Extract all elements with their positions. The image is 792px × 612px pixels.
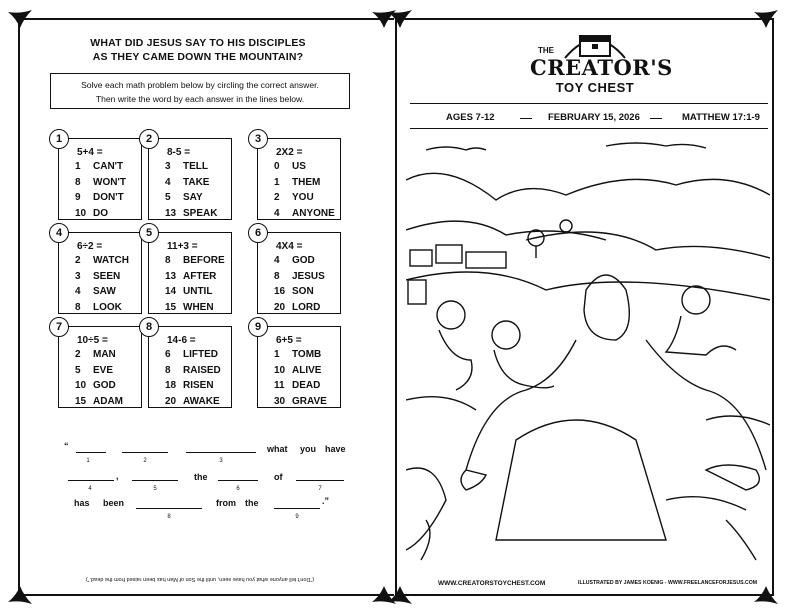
answer-option[interactable] — [165, 380, 214, 391]
answer-option[interactable] — [165, 177, 209, 188]
info-rule-top — [410, 103, 768, 104]
answer-word: SAW — [93, 286, 116, 297]
blank-number: 5 — [153, 486, 157, 492]
blank-7[interactable] — [296, 480, 344, 481]
answer-value: 1 — [75, 161, 81, 172]
answer-option[interactable] — [274, 177, 320, 188]
word-have: have — [325, 444, 346, 454]
answer-option[interactable] — [75, 365, 113, 376]
answer-word: SPEAK — [183, 207, 218, 219]
problem-number: 5 — [139, 223, 159, 243]
answer-value: 4 — [274, 207, 280, 219]
math-problem: 6÷2 = — [77, 241, 103, 252]
answer-word: WATCH — [93, 255, 129, 266]
answer-word: LORD — [292, 301, 321, 313]
problem-box-6 — [254, 227, 341, 314]
logo-the: THE — [538, 46, 554, 55]
answer-option[interactable] — [165, 349, 218, 360]
answer-word: UNTIL — [183, 286, 213, 297]
frame-left — [18, 18, 20, 596]
answer-option[interactable] — [274, 161, 306, 172]
blank-number: 4 — [88, 486, 92, 492]
answer-word: RISEN — [183, 380, 214, 391]
blank-number: 8 — [167, 514, 171, 520]
answer-option[interactable] — [75, 255, 129, 266]
answer-word: AWAKE — [183, 395, 220, 407]
answer-option[interactable] — [75, 161, 123, 172]
answer-word: ANYONE — [292, 207, 335, 219]
blank-number: 7 — [318, 486, 322, 492]
answer-option[interactable] — [75, 302, 122, 313]
answer-word: EVE — [93, 364, 114, 376]
answer-word: GOD — [93, 380, 116, 391]
answer-option[interactable] — [274, 380, 320, 391]
blank-number: 2 — [143, 458, 147, 464]
corner-flourish-icon — [6, 8, 34, 30]
answer-value: 8 — [75, 301, 81, 313]
blank-9[interactable] — [274, 508, 320, 509]
corner-flourish-icon — [752, 8, 780, 30]
corner-flourish-icon — [386, 8, 414, 30]
blank-2[interactable] — [122, 452, 168, 453]
answer-option[interactable] — [75, 349, 116, 360]
illustrator-credit: ILLUSTRATED BY JAMES KOENIG - WWW.FREELANCEFORJESUS.COM — [578, 580, 758, 586]
answer-value: 2 — [75, 349, 81, 360]
answer-word: RAISED — [183, 364, 221, 376]
answer-value: 4 — [274, 255, 280, 266]
logo-creators: CREATOR'S — [530, 55, 673, 80]
answer-value: 16 — [274, 286, 286, 297]
answer-option[interactable] — [75, 286, 116, 297]
answer-value: 20 — [274, 301, 286, 313]
answer-value: 8 — [165, 255, 171, 266]
math-problem: 2X2 = — [276, 147, 303, 158]
upside-down-answer-key: (“Don't tell anyone what you have seen, until the Son of Man has been raised from the dead.”) — [85, 576, 315, 582]
answer-value: 10 — [75, 207, 87, 219]
problem-number: 7 — [49, 317, 69, 337]
answer-value: 18 — [165, 380, 177, 391]
answer-option[interactable] — [165, 271, 216, 282]
worksheet-title — [70, 36, 326, 64]
blank-4[interactable] — [68, 480, 114, 481]
answer-word: DEAD — [292, 380, 321, 391]
answer-option[interactable] — [274, 255, 315, 266]
answer-word: TELL — [183, 161, 208, 172]
answer-option[interactable] — [165, 286, 212, 297]
answer-word: AFTER — [183, 270, 217, 282]
answer-option[interactable] — [75, 396, 123, 407]
answer-word: LOOK — [93, 301, 122, 313]
corner-flourish-icon — [386, 584, 414, 606]
answer-value: 5 — [75, 364, 81, 376]
answer-value: 8 — [274, 270, 280, 282]
blank-number: 6 — [236, 486, 240, 492]
answer-word: SON — [292, 286, 314, 297]
problem-box-5 — [145, 227, 232, 314]
answer-value: 20 — [165, 395, 177, 407]
answer-option[interactable] — [75, 208, 108, 219]
blank-number: 3 — [219, 458, 223, 464]
separator-dash — [520, 118, 532, 119]
math-problem: 8-5 = — [167, 147, 191, 158]
answer-value: 1 — [274, 349, 280, 360]
word-what: what — [267, 444, 288, 454]
blank-3[interactable] — [186, 452, 256, 453]
answer-value: 3 — [75, 270, 81, 282]
corner-flourish-icon — [752, 584, 780, 606]
logo-toy-chest: TOY CHEST — [555, 80, 635, 95]
blank-number: 1 — [86, 458, 90, 464]
answer-value: 4 — [75, 286, 81, 297]
frame-top-right — [398, 18, 774, 20]
answer-option[interactable] — [274, 208, 335, 219]
answer-word: LIFTED — [183, 349, 218, 360]
problem-box-4 — [55, 227, 142, 314]
math-problem: 11+3 = — [167, 241, 198, 252]
answer-value: 1 — [274, 176, 280, 188]
answer-option[interactable] — [274, 349, 321, 360]
answer-value: 0 — [274, 161, 280, 172]
answer-option[interactable] — [165, 208, 217, 219]
answer-word: GOD — [292, 255, 315, 266]
center-fold — [395, 18, 397, 596]
corner-flourish-icon — [6, 584, 34, 606]
answer-option[interactable] — [165, 302, 214, 313]
title-line-1: WHAT DID JESUS SAY TO HIS DISCIPLES — [90, 37, 306, 49]
answer-option[interactable] — [274, 192, 314, 203]
answer-word: DON'T — [93, 192, 124, 203]
separator-dash — [650, 118, 662, 119]
answer-option[interactable] — [75, 192, 124, 203]
answer-value: 14 — [165, 286, 177, 297]
answer-value: 10 — [75, 380, 87, 391]
word-has: has — [74, 498, 90, 508]
problem-box-7 — [55, 321, 142, 408]
problem-number: 1 — [49, 129, 69, 149]
instructions-line-1: Solve each math problem below by circling the correct answer. — [81, 80, 319, 90]
answer-option[interactable] — [274, 396, 327, 407]
answer-value: 4 — [165, 176, 171, 188]
answer-value: 30 — [274, 395, 286, 407]
answer-value: 6 — [165, 349, 171, 360]
closing-quote: .” — [322, 496, 330, 506]
answer-value: 11 — [274, 380, 285, 391]
answer-value: 8 — [165, 364, 171, 376]
math-problem: 5+4 = — [77, 147, 103, 158]
answer-word: TAKE — [183, 176, 210, 188]
frame-right — [772, 18, 774, 596]
problem-number: 6 — [248, 223, 268, 243]
info-rule-bottom — [410, 128, 768, 129]
answer-value: 3 — [165, 161, 171, 172]
answer-option[interactable] — [274, 302, 320, 313]
answer-option[interactable] — [75, 271, 120, 282]
problem-number: 2 — [139, 129, 159, 149]
problem-number: 3 — [248, 129, 268, 149]
answer-option[interactable] — [165, 161, 208, 172]
answer-option[interactable] — [165, 396, 220, 407]
answer-option[interactable] — [75, 380, 116, 391]
answer-option[interactable] — [165, 255, 225, 266]
answer-value: 2 — [75, 255, 81, 266]
answer-option[interactable] — [274, 365, 321, 376]
answer-value: 2 — [274, 192, 280, 203]
coloring-illustration-jesus-and-disciples — [406, 140, 770, 570]
answer-word: US — [292, 161, 306, 172]
problem-box-3 — [254, 133, 341, 220]
frame-bottom-left — [18, 594, 394, 596]
creators-toy-chest-logo — [530, 28, 673, 103]
answer-value: 13 — [165, 207, 177, 219]
answer-option[interactable] — [165, 192, 203, 203]
answer-word: MAN — [93, 349, 116, 360]
answer-word: CAN'T — [93, 161, 124, 172]
answer-option[interactable] — [274, 271, 325, 282]
answer-value: 5 — [165, 192, 171, 203]
answer-word: BEFORE — [183, 255, 225, 266]
blank-8[interactable] — [136, 508, 202, 509]
problem-box-9 — [254, 321, 341, 408]
answer-word: SEEN — [93, 270, 121, 282]
answer-option[interactable] — [165, 365, 221, 376]
answer-value: 15 — [75, 395, 87, 407]
answer-word: THEM — [292, 176, 321, 188]
title-line-2: AS THEY CAME DOWN THE MOUNTAIN? — [92, 51, 304, 63]
problem-number: 4 — [49, 223, 69, 243]
date-label: FEBRUARY 15, 2026 — [548, 112, 640, 123]
answer-word: ADAM — [93, 395, 123, 407]
answer-value: 13 — [165, 270, 177, 282]
word-the-2: the — [245, 498, 259, 508]
answer-value: 8 — [75, 176, 81, 188]
frame-bottom-right — [398, 594, 774, 596]
ages-label: AGES 7-12 — [446, 112, 495, 123]
answer-word: YOU — [292, 192, 314, 203]
word-you: you — [300, 444, 317, 454]
math-problem: 4X4 = — [276, 241, 303, 252]
frame-top-left — [18, 18, 394, 20]
problem-number: 8 — [139, 317, 159, 337]
answer-word: WON'T — [93, 176, 126, 188]
comma: , — [116, 471, 119, 481]
scripture-reference: MATTHEW 17:1-9 — [682, 112, 760, 123]
word-the: the — [194, 472, 208, 482]
word-from: from — [216, 498, 236, 508]
math-problem: 6+5 = — [276, 335, 302, 346]
blank-1[interactable] — [76, 452, 106, 453]
problem-number: 9 — [248, 317, 268, 337]
answer-word: SAY — [183, 192, 203, 203]
answer-option[interactable] — [75, 177, 126, 188]
blank-6[interactable] — [218, 480, 258, 481]
math-problem: 14-6 = — [167, 335, 196, 346]
answer-word: TOMB — [292, 349, 322, 360]
problem-box-8 — [145, 321, 232, 408]
answer-word: GRAVE — [292, 395, 327, 407]
answer-word: JESUS — [292, 270, 325, 282]
problem-box-2 — [145, 133, 232, 220]
answer-word: WHEN — [183, 301, 214, 313]
instructions-line-2: Then write the word by each answer in the lines below. — [95, 94, 305, 104]
blank-5[interactable] — [132, 480, 178, 481]
website-link[interactable]: WWW.CREATORSTOYCHEST.COM — [438, 580, 546, 587]
answer-value: 10 — [274, 364, 286, 376]
answer-word: DO — [93, 207, 108, 219]
answer-option[interactable] — [274, 286, 314, 297]
answer-value: 9 — [75, 192, 81, 203]
math-problem: 10÷5 = — [77, 335, 108, 346]
open-quote: “ — [64, 441, 69, 451]
answer-value: 15 — [165, 301, 177, 313]
answer-word: ALIVE — [292, 364, 322, 376]
instructions-box — [50, 73, 350, 109]
word-been: been — [103, 498, 125, 508]
blank-number: 9 — [295, 514, 299, 520]
word-of: of — [274, 472, 283, 482]
problem-box-1 — [55, 133, 142, 220]
